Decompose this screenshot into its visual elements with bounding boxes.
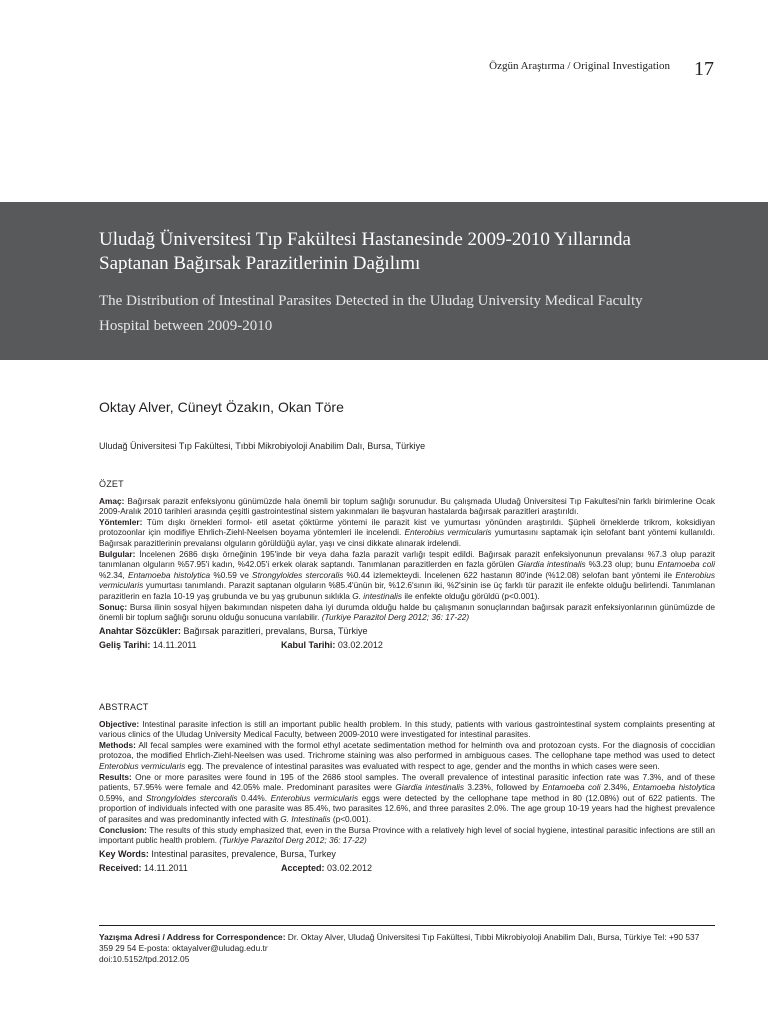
results-species-3: Entamoeba histolytica: [632, 782, 715, 793]
abstract-accepted: [281, 863, 372, 874]
ozet-keywords-label: Anahtar Sözcükler:: [99, 625, 182, 636]
english-title: [99, 289, 739, 339]
yontem-text-2: yumurtasını saptamak için selofant bant yöntemi kullanıldı. Bağırsak parazitlerinin prevalansı olguların görüldüğü aylar, yaşı ve cinsi dikkate alınarak irdelendi.: [99, 527, 715, 548]
bulgu-species-2: Entamoeba coli: [657, 559, 715, 570]
bulgu-species-4: Strongyloides stercoralis: [252, 569, 344, 580]
abstract-section: [99, 702, 715, 874]
title-band: [0, 202, 768, 360]
turkish-title-line-2: Saptanan Bağırsak Parazitlerinin Dağılımı: [99, 253, 421, 274]
abstract-keywords: [99, 849, 715, 860]
methods-text-1: All fecal samples were examined with the formol ethyl acetate sedimentation method for helminth ova and protozoan cysts. For the diagnosis of coccidian protozoa, the modified Ehrlich-Ziehl-Neelsen was used. Trichrome staining was also performed in ambiguous cases. The cellophane tape method was used to detect: [99, 739, 715, 761]
bulgu-label: Bulgular:: [99, 548, 136, 559]
english-title-line-1: The Distribution of Intestinal Parasites Detected in the Uludag University Medical Faculty: [99, 293, 643, 309]
ozet-received: [99, 640, 281, 651]
results-species-2: Entamoeba coli: [542, 782, 601, 793]
methods-species: Enterobius vermicularis: [99, 760, 186, 771]
turkish-title-line-1: Uludağ Üniversitesi Tıp Fakültesi Hastanesinde 2009-2010 Yıllarında: [99, 229, 631, 250]
ozet-body: [99, 496, 715, 623]
methods-text-2: egg. The prevalence of intestinal parasites was evaluated with respect to age, gender and the months in which cases were seen.: [185, 760, 660, 771]
correspondence-label: Yazışma Adresi / Address for Correspondence:: [99, 932, 286, 942]
yontem-label: Yöntemler:: [99, 516, 143, 527]
bulgu-text-4: %0.59 ve: [210, 569, 253, 580]
abstract-accepted-value: 03.02.2012: [324, 863, 373, 874]
abstract-received-value: 14.11.2011: [141, 863, 188, 874]
affiliation: Uludağ Üniversitesi Tıp Fakültesi, Tıbbi Mikrobiyoloji Anabilim Dalı, Bursa, Türkiye: [99, 441, 426, 451]
results-species-5: Enterobius vermicularis: [270, 792, 359, 803]
ozet-received-value: 14.11.2011: [150, 640, 197, 651]
ozet-accepted: [281, 640, 383, 651]
abstract-received-label: Received:: [99, 863, 142, 874]
results-label: Results:: [99, 771, 132, 782]
sonuc-text: Bursa ilinin sosyal hijyen bakımından nispeten daha iyi durumda olduğu halde bu çalışmanın sonuçlarından bağırsak parazit enfeksiyonlarının günümüzde de önemli bir toplum sağlığı sorunu olduğu sonucuna varılabilir.: [99, 601, 715, 623]
ozet-accepted-value: 03.02.2012: [335, 640, 383, 651]
correspondence-divider: [99, 925, 715, 926]
ozet-section: [99, 479, 715, 651]
results-species-1: Giardia intestinalis: [395, 782, 465, 793]
results-text-4: 0.59%, and: [99, 792, 146, 803]
bulgu-text-3: %2.34,: [99, 569, 129, 580]
sonuc-label: Sonuç:: [99, 601, 128, 612]
conclusion-label: Conclusion:: [99, 824, 147, 835]
bulgu-species-3: Entamoeba histolytica: [128, 569, 211, 580]
yontem-text: Tüm dışkı örnekleri formol- etil asetat çöktürme yöntemi ile parazit kist ve yumurtası yönünden araştırıldı. Şüpheli örneklerde trikrom, koksidiyan protozoonlar için modifiye Ehrlich-Ziehl-Neelsen boyama yöntemleri ile incelendi.: [99, 516, 715, 538]
sonuc-citation: (Turkiye Parazitol Derg 2012; 36: 17-22): [321, 612, 470, 623]
doi: doi:10.5152/tpd.2012.05: [99, 954, 190, 964]
bulgu-species-5: Enterobius vermicularis: [99, 569, 716, 591]
bulgu-text-6: yumurtası tanımlandı. Parazit saptanan olguların %85.4'ünün bir, %12.6'sının iki, %2'sinin ise üç farklı tür parazit ile enfekte olduğu belirlendi. Tanımlanan parazitlerin en fazla 10-19 yaş grubunda ve bu yaş grubunun sıklıkla: [99, 580, 715, 601]
turkish-title: [99, 228, 739, 276]
bulgu-text-1: İncelenen 2686 dışkı örneğinin 195'inde bir veya daha fazla parazit varlığı tespit edildi. Bağırsak parazit enfeksiyonunun prevalansı %7.3 olup parazit tanımlanan olguların %57.95'i kadın, %42.05'i erkek olarak saptandı. Tanımlanan parazitlerden en fazla görülen: [99, 548, 715, 570]
authors: Oktay Alver, Cüneyt Özakın, Okan Töre: [99, 399, 344, 415]
ozet-keywords: [99, 626, 715, 637]
objective-label: Objective:: [99, 718, 140, 729]
methods-label: Methods:: [99, 739, 136, 750]
conclusion-text: The results of this study emphasized that, even in the Bursa Province with a relatively high level of social hygiene, intestinal parasitic infections are still an important public health problem.: [99, 824, 715, 846]
bulgu-species-1: Giardia intestinalis: [517, 559, 586, 570]
bulgu-text-2: %3.23 olup; bunu: [585, 559, 658, 570]
ozet-received-label: Geliş Tarihi:: [99, 640, 151, 651]
ozet-accepted-label: Kabul Tarihi:: [281, 640, 336, 651]
abstract-keywords-label: Key Words:: [99, 848, 149, 859]
results-text-5: 0.44%.: [237, 792, 271, 803]
page-number: 17: [694, 58, 714, 80]
correspondence-text: Dr. Oktay Alver, Uludağ Üniversitesi Tıp Fakültesi, Tıbbi Mikrobiyoloji Anabilim Dalı, Bursa, Türkiye Tel: +90 537 359 29 54 E-posta: oktayalver@uludag.edu.tr: [99, 932, 700, 953]
results-species-4: Strongyloides stercoralis: [145, 792, 238, 803]
abstract-dates: [99, 863, 715, 874]
results-text-6: eggs were detected by the cellophane tape method in 80 (12.08%) out of 622 patients. The proportion of individuals infected with one parasite was 85.4%, two parasites 12.6%, and three parasites 2.0%. The age group 10-19 years had the highest prevalence of parasites and was predominantly infected with: [99, 792, 715, 824]
abstract-accepted-label: Accepted:: [281, 863, 325, 874]
amac-text: Bağırsak parazit enfeksiyonu günümüzde hala önemli bir toplum sağlığı sorunudur. Bu çalışmada Uludağ Üniversitesi Tıp Fakultesi'nin farklı birimlerine Ocak 2009-Aralık 2010 tarihleri arasında çeşitli gastrointestinal sistem yakınmaları ile başvuran hastalarda bağırsak parazitleri araştırıldı.: [99, 495, 715, 517]
results-text-7: (p<0.001).: [330, 813, 371, 824]
results-text-1: One or more parasites were found in 195 of the 2686 stool samples. The overall prevalence of intestinal parasitic infection rate was 7.3%, and of these patients, 57.95% were female and 42.05% male. Predominant parasites were: [99, 771, 715, 793]
running-head: Özgün Araştırma / Original Investigation: [489, 60, 670, 72]
conclusion-citation: (Turkiye Parazitol Derg 2012; 36: 17-22): [219, 835, 367, 846]
abstract-body: [99, 719, 715, 846]
objective-text: Intestinal parasite infection is still an important public health problem. In this study, patients with various gastrointestinal system complaints presenting at various clinics of the Uludag University Medical Faculty, between 2009-2010 were investigated for intestinal parasites.: [99, 718, 715, 740]
ozet-heading: ÖZET: [99, 479, 124, 489]
results-text-3: 2.34%,: [600, 782, 633, 793]
abstract-heading: ABSTRACT: [99, 702, 149, 712]
amac-label: Amaç:: [99, 495, 125, 506]
results-text-2: 3.23%, followed by: [464, 782, 543, 793]
abstract-keywords-text: Intestinal parasites, prevalence, Bursa, Turkey: [148, 848, 336, 859]
ozet-dates: [99, 640, 715, 651]
abstract-received: [99, 863, 281, 874]
bulgu-text-5: %0.44 izlemekteydi. İncelenen 622 hastanın 80'inde (%12.08) selofan bant yöntemi ile: [343, 569, 676, 580]
yontem-species: Enterobius vermicularis: [404, 527, 492, 538]
page-header: [0, 58, 768, 84]
bulgu-species-6: G. intestinalis: [352, 590, 403, 601]
correspondence: [99, 932, 715, 965]
ozet-keywords-text: Bağırsak parazitleri, prevalans, Bursa, Türkiye: [181, 625, 368, 636]
results-species-6: G. Intestinalis: [280, 813, 331, 824]
bulgu-text-7: ile enfekte olduğu görüldü (p<0.001).: [402, 590, 540, 601]
english-title-line-2: Hospital between 2009-2010: [99, 318, 273, 334]
